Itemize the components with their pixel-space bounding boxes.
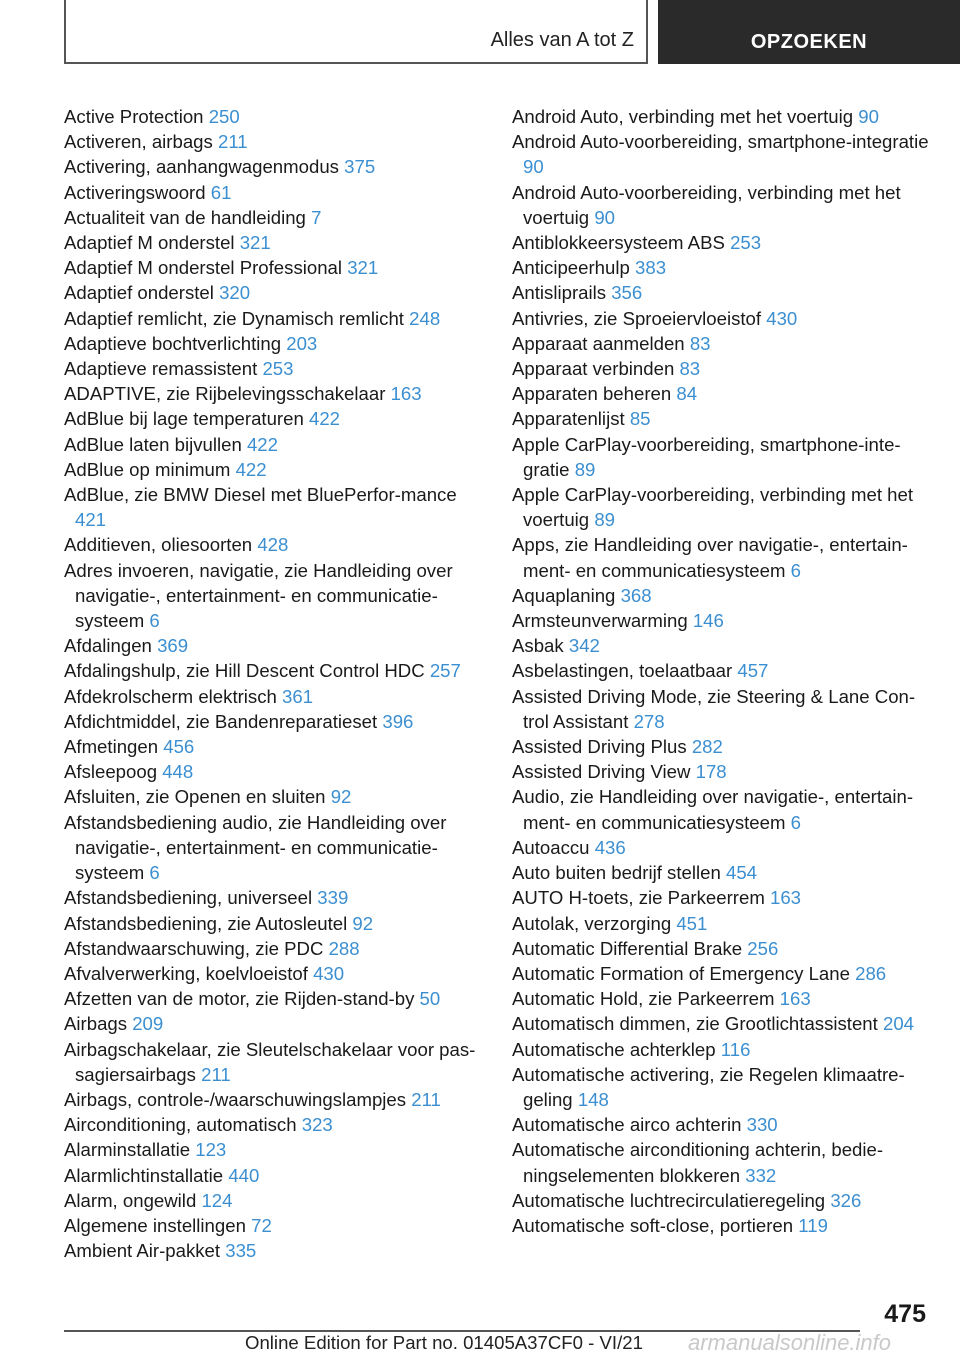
index-entry-text: Automatische airco achterin: [512, 1114, 742, 1136]
page-reference-link[interactable]: 123: [195, 1139, 227, 1161]
index-entry: [512, 860, 932, 885]
index-entry: [512, 230, 932, 255]
index-entry-text: Adaptief M onderstel: [64, 232, 235, 254]
index-entry: [512, 255, 932, 280]
index-entry-text: Automatische achterklep: [512, 1038, 716, 1060]
index-entry-text: ADAPTIVE, zie Rijbelevingsschakelaar: [64, 383, 386, 405]
index-entry: [64, 911, 484, 936]
search-tab[interactable]: [658, 0, 960, 64]
index-entry-text: Antivries, zie Sproeiervloeistof: [512, 307, 762, 329]
index-entry-text: Afstandwaarschuwing, zie PDC: [64, 937, 324, 959]
index-entry-text: Afmetingen: [64, 736, 159, 758]
page-reference-link[interactable]: 90: [594, 206, 616, 228]
index-entry: [512, 532, 932, 582]
page-reference-link[interactable]: 321: [347, 257, 379, 279]
index-entry-text: Afzetten van de motor, zie Rijden-stand-by: [64, 988, 415, 1010]
page-reference-link[interactable]: 256: [747, 937, 779, 959]
index-entry: [64, 709, 484, 734]
index-entry-text: Apps, zie Handleiding over navigatie-, entertainment- en communicatiesysteem: [512, 534, 908, 581]
index-entry: [512, 129, 932, 179]
index-entry-text: Automatische luchtrecirculatieregeling: [512, 1189, 826, 1211]
page-reference-link[interactable]: 339: [317, 887, 349, 909]
index-entry: [64, 1188, 484, 1213]
index-entry: [64, 482, 484, 532]
index-column-right: [512, 104, 932, 1238]
index-entry-text: Activeren, airbags: [64, 131, 213, 153]
page-reference-link[interactable]: 436: [594, 836, 626, 858]
index-entry-text: Activeringswoord: [64, 181, 206, 203]
index-entry: [512, 381, 932, 406]
index-entry-text: Assisted Driving Plus: [512, 736, 687, 758]
index-entry-text: Afdichtmiddel, zie Bandenreparatieset: [64, 710, 378, 732]
index-entry: [512, 306, 932, 331]
index-entry: [64, 1163, 484, 1188]
index-entry-text: Auto buiten bedrijf stellen: [512, 862, 721, 884]
index-entry-text: AdBlue bij lage temperaturen: [64, 408, 304, 430]
page-reference-link[interactable]: 320: [219, 282, 251, 304]
index-entry: [512, 406, 932, 431]
index-entry: [64, 936, 484, 961]
page-reference-link[interactable]: 178: [695, 761, 727, 783]
index-entry-text: Airbags, controle-/waarschuwingslampjes: [64, 1088, 407, 1110]
section-title: Alles van A tot Z: [490, 29, 634, 51]
index-entry-text: Anticipeerhulp: [512, 257, 630, 279]
index-entry-text: Afdalingen: [64, 635, 152, 657]
index-entry-text: Automatische activering, zie Regelen klimaatregeling: [512, 1063, 905, 1110]
index-entry: [512, 759, 932, 784]
index-entry-text: Android Auto-voorbereiding, smartphone-integratie: [512, 131, 929, 153]
page-reference-link[interactable]: 72: [251, 1214, 272, 1236]
index-entry: [512, 658, 932, 683]
page-reference-link[interactable]: 278: [633, 710, 665, 732]
page-reference-link[interactable]: 422: [246, 433, 278, 455]
page-reference-link[interactable]: 457: [737, 660, 769, 682]
index-entry-text: Afstandsbediening audio, zie Handleiding over navigatie-, entertainment- en communicatiesysteem: [64, 811, 447, 884]
index-entry: [64, 306, 484, 331]
page-reference-link[interactable]: 92: [330, 786, 352, 808]
index-entry: [64, 180, 484, 205]
index-entry-text: Automatische soft-close, portieren: [512, 1214, 794, 1236]
index-entry-text: AdBlue laten bijvullen: [64, 433, 242, 455]
index-entry-text: Armsteunverwarming: [512, 610, 688, 632]
page-reference-link[interactable]: 356: [611, 282, 643, 304]
page-reference-link[interactable]: 6: [149, 610, 160, 632]
page-reference-link[interactable]: 6: [790, 559, 801, 581]
index-entry-text: Apparatenlijst: [512, 408, 625, 430]
page-reference-link[interactable]: 83: [689, 332, 711, 354]
page-reference-link[interactable]: 124: [201, 1189, 233, 1211]
index-entry: [64, 1238, 484, 1263]
index-entry: [64, 280, 484, 305]
index-entry: [64, 331, 484, 356]
index-entry-text: Alarm, ongewild: [64, 1189, 197, 1211]
index-entry: [64, 1112, 484, 1137]
index-entry-text: AdBlue, zie BMW Diesel met BluePerfor‑mance: [64, 484, 457, 506]
header-title-box: [64, 0, 648, 64]
index-entry-text: Adaptief onderstel: [64, 282, 214, 304]
page-number: 475: [884, 1300, 926, 1328]
page-reference-link[interactable]: 430: [766, 307, 798, 329]
index-entry-text: Android Auto, verbinding met het voertuig: [512, 106, 854, 127]
index-entry: [512, 734, 932, 759]
page-reference-link[interactable]: 211: [411, 1088, 441, 1110]
index-entry-text: Alarmlichtinstallatie: [64, 1164, 224, 1186]
page-reference-link[interactable]: 335: [225, 1240, 257, 1262]
page-reference-link[interactable]: 248: [409, 307, 441, 329]
index-entry: [512, 608, 932, 633]
page-reference-link[interactable]: 253: [262, 358, 294, 380]
index-entry: [64, 784, 484, 809]
index-entry-text: Automatic Formation of Emergency Lane: [512, 962, 850, 984]
index-entry: [64, 1087, 484, 1112]
index-entry-text: Airconditioning, automatisch: [64, 1114, 297, 1136]
page-reference-link[interactable]: 204: [883, 1013, 915, 1035]
index-entry: [64, 129, 484, 154]
index-entry-text: AdBlue op minimum: [64, 458, 231, 480]
index-entry: [64, 432, 484, 457]
index-entry: [512, 180, 932, 230]
index-entry: [512, 936, 932, 961]
page-reference-link[interactable]: 428: [257, 534, 289, 556]
search-tab-label: OPZOEKEN: [750, 31, 868, 53]
page-reference-link[interactable]: 368: [620, 584, 652, 606]
index-entry: [512, 104, 932, 129]
page-reference-link[interactable]: 203: [286, 332, 318, 354]
page-reference-link[interactable]: 89: [574, 458, 596, 480]
index-entry-text: Afdekrolscherm elektrisch: [64, 685, 277, 707]
index-entry: [512, 1062, 932, 1112]
index-entry-text: Autoaccu: [512, 836, 590, 858]
page-reference-link[interactable]: 163: [779, 988, 811, 1010]
index-entry-text: Aquaplaning: [512, 584, 616, 606]
index-entry: [64, 381, 484, 406]
index-entry: [64, 684, 484, 709]
index-entry-text: Asbelastingen, toelaatbaar: [512, 660, 733, 682]
index-entry: [64, 406, 484, 431]
page-reference-link[interactable]: 456: [163, 736, 195, 758]
index-entry: [64, 205, 484, 230]
index-entry-text: Assisted Driving View: [512, 761, 691, 783]
index-entry-text: Afstandsbediening, zie Autosleutel: [64, 912, 348, 934]
index-entry-text: Automatische airconditioning achterin, bedieningselementen blokkeren: [512, 1139, 884, 1186]
page-reference-link[interactable]: 454: [725, 862, 758, 884]
page-reference-link[interactable]: 332: [745, 1164, 777, 1186]
index-entry-text: Afstandsbediening, universeel: [64, 887, 313, 909]
index-entry: [64, 104, 484, 129]
index-entry-text: Adaptief M onderstel Professional: [64, 257, 343, 279]
index-entry: [512, 961, 932, 986]
page-reference-link[interactable]: 448: [162, 761, 194, 783]
page-reference-link[interactable]: 85: [629, 408, 651, 430]
index-entry-text: Antiblokkeersysteem ABS: [512, 232, 725, 254]
index-entry-text: Afdalingshulp, zie Hill Descent Control HDC: [64, 660, 425, 682]
index-entry-text: AUTO H-toets, zie Parkeerrem: [512, 887, 765, 909]
index-entry: [64, 356, 484, 381]
edition-note: Online Edition for Part no. 01405A37CF0 - VI/21: [245, 1332, 643, 1353]
page-reference-link[interactable]: 375: [344, 156, 376, 178]
index-entry: [64, 255, 484, 280]
page-reference-link[interactable]: 440: [228, 1164, 260, 1186]
page-reference-link[interactable]: 84: [676, 383, 698, 405]
index-entry: [64, 457, 484, 482]
page-reference-link[interactable]: 282: [691, 736, 723, 758]
index-entry: [64, 1037, 484, 1087]
index-entry-text: Afsluiten, zie Openen en sluiten: [64, 786, 326, 808]
page-reference-link[interactable]: 211: [201, 1063, 231, 1085]
page-reference-link[interactable]: 422: [235, 458, 267, 480]
index-entry: [64, 633, 484, 658]
index-entry-text: Alarminstallatie: [64, 1139, 191, 1161]
index-entry: [64, 1137, 484, 1162]
index-entry: [512, 1137, 932, 1187]
index-entry: [512, 784, 932, 834]
index-entry: [64, 532, 484, 557]
index-entry-text: Adaptief remlicht, zie Dynamisch remlicht: [64, 307, 404, 329]
index-entry-text: Actualiteit van de handleiding: [64, 206, 306, 228]
page-reference-link[interactable]: 383: [635, 257, 667, 279]
index-entry-text: Airbagschakelaar, zie Sleutelschakelaar voor passagiersairbags: [64, 1038, 476, 1085]
page-reference-link[interactable]: 92: [352, 912, 374, 934]
page-reference-link[interactable]: 7: [311, 206, 322, 228]
page-reference-link[interactable]: 330: [746, 1114, 778, 1136]
index-entry-text: Ambient Air-pakket: [64, 1240, 221, 1262]
index-entry-text: Apple CarPlay-voorbereiding, smartphone-integratie: [512, 433, 901, 480]
page-reference-link[interactable]: 148: [577, 1088, 609, 1110]
index-entry: [512, 1037, 932, 1062]
index-entry-text: Adaptieve bochtverlichting: [64, 332, 282, 354]
index-entry-text: Automatic Differential Brake: [512, 937, 743, 959]
index-entry-text: Adaptieve remassistent: [64, 358, 258, 380]
page-reference-link[interactable]: 119: [798, 1214, 828, 1236]
page-reference-link[interactable]: 342: [568, 635, 600, 657]
page-reference-link[interactable]: 250: [208, 106, 240, 127]
page-reference-link[interactable]: 90: [858, 106, 879, 127]
index-entry-text: Additieven, oliesoorten: [64, 534, 253, 556]
index-entry: [512, 331, 932, 356]
index-entry-text: Autolak, verzorging: [512, 912, 672, 934]
index-entry: [512, 432, 932, 482]
index-entry-text: Asbak: [512, 635, 564, 657]
index-entry: [64, 1213, 484, 1238]
page-reference-link[interactable]: 396: [382, 710, 414, 732]
page-reference-link[interactable]: 211: [218, 131, 248, 153]
page-reference-link[interactable]: 163: [769, 887, 802, 909]
page-reference-link[interactable]: 361: [282, 685, 314, 707]
index-entry: [512, 482, 932, 532]
page-reference-link[interactable]: 83: [679, 358, 701, 380]
index-entry: [512, 986, 932, 1011]
page-reference-link[interactable]: 421: [75, 509, 107, 531]
index-entry-text: Activering, aanhangwagenmodus: [64, 156, 339, 178]
index-entry: [64, 558, 484, 634]
index-entry-text: Automatisch dimmen, zie Grootlichtassistent: [512, 1013, 878, 1035]
page-reference-link[interactable]: 286: [855, 962, 887, 984]
index-entry: [64, 961, 484, 986]
page-reference-link[interactable]: 288: [328, 937, 360, 959]
index-entry: [64, 734, 484, 759]
page-reference-link[interactable]: 323: [301, 1114, 333, 1136]
index-entry: [64, 230, 484, 255]
index-column-left: [64, 104, 484, 1263]
index-entry-text: Antisliprails: [512, 282, 607, 304]
index-entry: [512, 911, 932, 936]
index-entry-text: Afvalverwerking, koelvloeistof: [64, 962, 308, 984]
index-entry-text: Audio, zie Handleiding over navigatie-, entertainment- en communicatiesysteem: [512, 786, 914, 833]
page-reference-link[interactable]: 326: [830, 1189, 862, 1211]
page-reference-link[interactable]: 422: [308, 408, 341, 430]
index-entry: [64, 885, 484, 910]
index-entry: [512, 835, 932, 860]
index-entry-text: Assisted Driving Mode, zie Steering & Lane Control Assistant: [512, 685, 916, 732]
index-entry: [512, 1213, 932, 1238]
page-reference-link[interactable]: 146: [692, 610, 724, 632]
index-entry: [64, 658, 484, 683]
index-entry: [512, 885, 932, 910]
index-entry-text: Apparaat verbinden: [512, 358, 675, 380]
page-reference-link[interactable]: 61: [210, 181, 232, 203]
page-reference-link[interactable]: 253: [730, 232, 762, 254]
page-reference-link[interactable]: 430: [313, 962, 345, 984]
index-entry: [64, 154, 484, 179]
watermark: armanualsonline.info: [688, 1330, 892, 1355]
index-entry-text: Apple CarPlay-voorbereiding, verbinding met het voertuig: [512, 484, 914, 531]
index-entry: [512, 280, 932, 305]
index-entry: [64, 1011, 484, 1036]
page-reference-link[interactable]: 257: [429, 660, 461, 682]
index-entry-text: Adres invoeren, navigatie, zie Handleiding over navigatie-, entertainment- en communicatiesysteem: [64, 559, 453, 632]
index-entry: [512, 1011, 932, 1036]
page-reference-link[interactable]: 6: [790, 811, 801, 833]
index-entry: [512, 633, 932, 658]
page-reference-link[interactable]: 6: [149, 862, 160, 884]
index-entry-text: Active Protection: [64, 106, 204, 127]
index-entry-text: Apparaten beheren: [512, 383, 672, 405]
index-entry-text: Afsleepoog: [64, 761, 158, 783]
page-reference-link[interactable]: 89: [594, 509, 616, 531]
page-reference-link[interactable]: 369: [157, 635, 189, 657]
index-entry: [64, 810, 484, 886]
index-entry-text: Automatic Hold, zie Parkeerrem: [512, 988, 775, 1010]
index-entry: [64, 986, 484, 1011]
page-reference-link[interactable]: 163: [390, 383, 422, 405]
index-entry: [512, 1188, 932, 1213]
index-entry: [512, 356, 932, 381]
index-entry-text: Android Auto-voorbereiding, verbinding met het voertuig: [512, 181, 901, 228]
page-reference-link[interactable]: 116: [720, 1038, 751, 1060]
page-reference-link[interactable]: 321: [239, 232, 271, 254]
index-entry-text: Algemene instellingen: [64, 1214, 246, 1236]
page-reference-link[interactable]: 50: [419, 988, 441, 1010]
index-entry: [512, 1112, 932, 1137]
page-reference-link[interactable]: 209: [132, 1013, 164, 1035]
index-entry: [512, 684, 932, 734]
index-entry-text: Airbags: [64, 1013, 128, 1035]
index-entry: [512, 583, 932, 608]
page-reference-link[interactable]: 451: [676, 912, 708, 934]
page-reference-link[interactable]: 90: [523, 156, 544, 178]
index-entry: [64, 759, 484, 784]
index-entry-text: Apparaat aanmelden: [512, 332, 685, 354]
